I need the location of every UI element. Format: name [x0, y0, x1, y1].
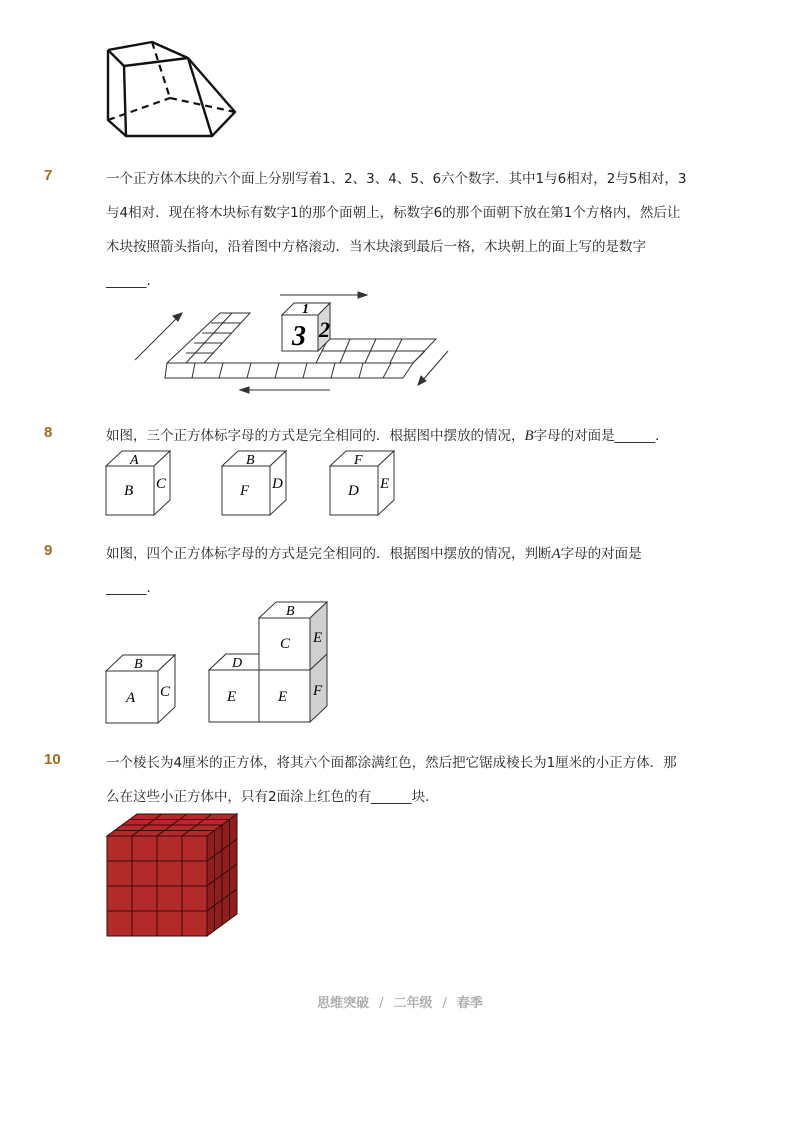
small-cube-face [132, 886, 157, 911]
small-cube-face [107, 836, 132, 861]
q9-single-cube-front: A [126, 690, 136, 706]
q8-cube-2 [220, 448, 292, 518]
q9-text-after: 字母的对面是 [560, 546, 642, 562]
q8-text-after: 字母的对面是______． [533, 428, 669, 444]
small-cube-face [215, 900, 223, 931]
q10-text-line-1: 一个棱长为4厘米的正方体，将其六个面都涂满红色，然后把它锯成棱长为1厘米的小正方体．那 [106, 755, 677, 771]
q8-cube-1-front: B [124, 483, 134, 499]
small-cube-face [132, 861, 157, 886]
question-number-8: 8 [44, 424, 53, 441]
q8-cube-1 [104, 448, 176, 518]
footer-separator: / [379, 996, 384, 1011]
q9-stack-top-cube-front: C [280, 636, 291, 652]
small-cube-face [222, 895, 230, 926]
footer-grade: 二年级 [393, 996, 433, 1011]
q9-answer-blank: ______． [106, 580, 160, 596]
small-cube-face [230, 889, 238, 920]
q8-cube-2-top: B [246, 453, 255, 468]
q7-answer-blank: ______． [106, 273, 160, 289]
small-cube-face [157, 911, 182, 936]
small-cube-face [107, 886, 132, 911]
q9-stack-bottom-right-front: E [278, 689, 288, 705]
q9-stacked-cubes [206, 600, 332, 726]
q7-text-line-2: 与4相对．现在将木块标有数字1的那个面朝上，标数字6的那个面朝下放在第1个方格内，然后让 [106, 205, 681, 221]
q8-letter: B [524, 428, 534, 444]
question-number-10: 10 [44, 751, 61, 768]
q8-cube-1-top: A [130, 453, 139, 468]
q7-cube-right-label: 2 [319, 317, 330, 342]
q9-letter: A [551, 546, 561, 562]
small-cube-face [182, 861, 207, 886]
small-cube-face [182, 911, 207, 936]
small-cube-face [157, 886, 182, 911]
q8-cube-3-front: D [348, 483, 359, 499]
q8-cube-2-right: D [272, 476, 283, 492]
footer-course: 思维突破 [317, 996, 370, 1011]
small-cube-face [182, 836, 207, 861]
small-cube-face [107, 861, 132, 886]
q9-single-cube-top: B [134, 657, 143, 672]
q8-cube-1-right: C [156, 476, 167, 492]
q10-text-line-2: 么在这些小正方体中，只有2面涂上红色的有______块． [106, 789, 439, 805]
q8-cube-2-front: F [240, 483, 250, 499]
q7-text-line-1: 一个正方体木块的六个面上分别写着1、2、3、4、5、6六个数字．其中1与6相对，2与5相对，3 [106, 171, 687, 187]
small-cube-face [132, 911, 157, 936]
q8-cube-3-right: E [380, 476, 390, 492]
q9-stack-top-cube-top: B [286, 604, 295, 619]
q9-stack-bottom-right-right: F [313, 683, 323, 699]
page-footer [0, 992, 800, 1011]
small-cube-face [207, 906, 215, 937]
red-painted-cube-figure [104, 806, 244, 942]
solid-wireframe-figure [100, 36, 240, 144]
q7-text-line-3: 木块按照箭头指向，沿着图中方格滚动．当木块滚到最后一格，木块朝上的面上写的是数字 [106, 239, 646, 255]
small-cube-face [157, 836, 182, 861]
q8-text-before: 如图，三个正方体标字母的方式是完全相同的．根据图中摆放的情况， [106, 428, 525, 444]
q7-cube-top-label: 1 [302, 302, 309, 317]
q9-single-cube [104, 652, 180, 726]
footer-separator: / [442, 996, 447, 1011]
small-cube-face [107, 911, 132, 936]
q7-cube-front-label: 3 [292, 321, 306, 352]
small-cube-face [182, 886, 207, 911]
q9-text-before: 如图，四个正方体标字母的方式是完全相同的．根据图中摆放的情况，判断 [106, 546, 552, 562]
question-number-7: 7 [44, 167, 53, 184]
rolling-cube-grid-figure [120, 285, 460, 400]
small-cube-face [157, 861, 182, 886]
q9-stack-bottom-left-top: D [232, 656, 243, 671]
small-cube-face [132, 836, 157, 861]
question-number-9: 9 [44, 542, 53, 559]
q9-stack-top-cube-right: E [313, 630, 323, 646]
q8-cube-3-top: F [354, 453, 363, 468]
q8-cube-3 [328, 448, 400, 518]
footer-term: 春季 [456, 996, 483, 1011]
q9-stack-bottom-left-front: E [227, 689, 237, 705]
q8-text [106, 424, 669, 445]
q9-single-cube-right: C [160, 684, 171, 700]
q9-text [106, 542, 642, 563]
